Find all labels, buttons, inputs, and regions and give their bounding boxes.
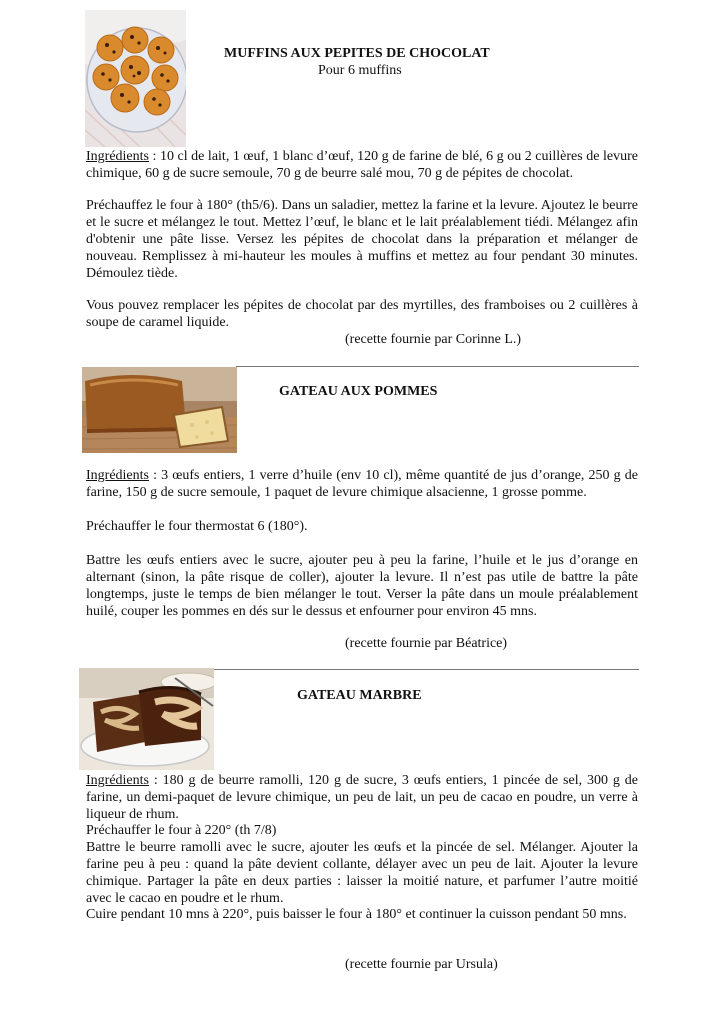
- ingredients-label: Ingrédients: [86, 773, 149, 788]
- recipe-title: MUFFINS AUX PEPITES DE CHOCOLAT: [224, 46, 490, 61]
- muffins-photo: [85, 10, 186, 147]
- ingredients-paragraph: [86, 467, 638, 501]
- ingredients-label: Ingrédients: [86, 149, 149, 164]
- preheat-line: Préchauffer le four à 220° (th 7/8): [86, 823, 277, 838]
- ingredients-paragraph: [86, 148, 638, 182]
- ingredients-text: : 180 g de beurre ramolli, 120 g de sucre, 3 œufs entiers, 1 pincée de sel, 300 g de farine, un demi-paquet de levure chimique, un peu de lait, un peu de cacao en poudre, un verre à liqueur de rhum.: [86, 773, 638, 822]
- apple-cake-photo: [82, 367, 237, 453]
- ingredients-text: : 3 œufs entiers, 1 verre d’huile (env 10 cl), même quantité de jus d’orange, 250 g de farine, 150 g de sucre semoule, 1 paquet de levure chimique alsacienne, 1 grosse pomme.: [86, 468, 638, 500]
- recipe-credit: (recette fournie par Béatrice): [345, 636, 508, 651]
- instructions-paragraph: Battre les œufs entiers avec le sucre, ajouter peu à peu la farine, l’huile et le jus d’orange en alternant (sinon, la pâte risque de coller), ajouter la levure. Il n’est pas utile de battre la pâte longtemps, juste le temps de bien mélanger le tout. Verser la pâte dans un moule préalablement huilé, couper les pommes en dés sur le dessus et enfourner pour environ 45 mns.: [86, 553, 638, 619]
- marble-cake-photo: [79, 668, 214, 770]
- section-divider: [212, 669, 639, 670]
- section-divider: [236, 366, 639, 367]
- recipe-title: GATEAU AUX POMMES: [279, 384, 438, 399]
- recipe-credit: (recette fournie par Corinne L.): [345, 332, 522, 347]
- recipe-subtitle: Pour 6 muffins: [318, 63, 402, 78]
- instructions-paragraph: Préchauffez le four à 180° (th5/6). Dans un saladier, mettez la farine et la levure. Ajoutez le beurre et le sucre et mélangez le tout. Mettez l’œuf, le blanc et le lait préalablement tiédi. Mélangez afin d'obtenir une pâte lisse. Versez les pépites de chocolat dans la préparation et mélanger de nouveau. Remplissez à mi-hauteur les moules à muffins et mettez au four pendant 30 minutes. Démoulez tiède.: [86, 198, 638, 281]
- tip-paragraph: Vous pouvez remplacer les pépites de chocolat par des myrtilles, des framboises ou 2 cuillères à soupe de caramel liquide.: [86, 298, 638, 330]
- ingredients-paragraph: [86, 772, 638, 823]
- cooking-paragraph: Cuire pendant 10 mns à 220°, puis baisser le four à 180° et continuer la cuisson pendant 50 mns.: [86, 907, 627, 922]
- preheat-line: Préchauffer le four thermostat 6 (180°).: [86, 519, 308, 534]
- ingredients-text: : 10 cl de lait, 1 œuf, 1 blanc d’œuf, 120 g de farine de blé, 6 g ou 2 cuillères de levure chimique, 60 g de sucre semoule, 70 g de beurre salé mou, 70 g de pépites de chocolat.: [86, 149, 638, 181]
- recipe-title: GATEAU MARBRE: [297, 688, 422, 703]
- instructions-paragraph: Battre le beurre ramolli avec le sucre, ajouter les œufs et la pincée de sel. Mélanger. Ajouter la farine peu à peu : quand la pâte devient collante, délayer avec un peu de lait. Ajouter la levure chimique. Partager la pâte en deux parties : laisser la moitié nature, et parfumer l’autre moitié avec le cacao en poudre et le rhum.: [86, 840, 638, 906]
- ingredients-label: Ingrédients: [86, 468, 149, 483]
- recipe-credit: (recette fournie par Ursula): [345, 957, 498, 972]
